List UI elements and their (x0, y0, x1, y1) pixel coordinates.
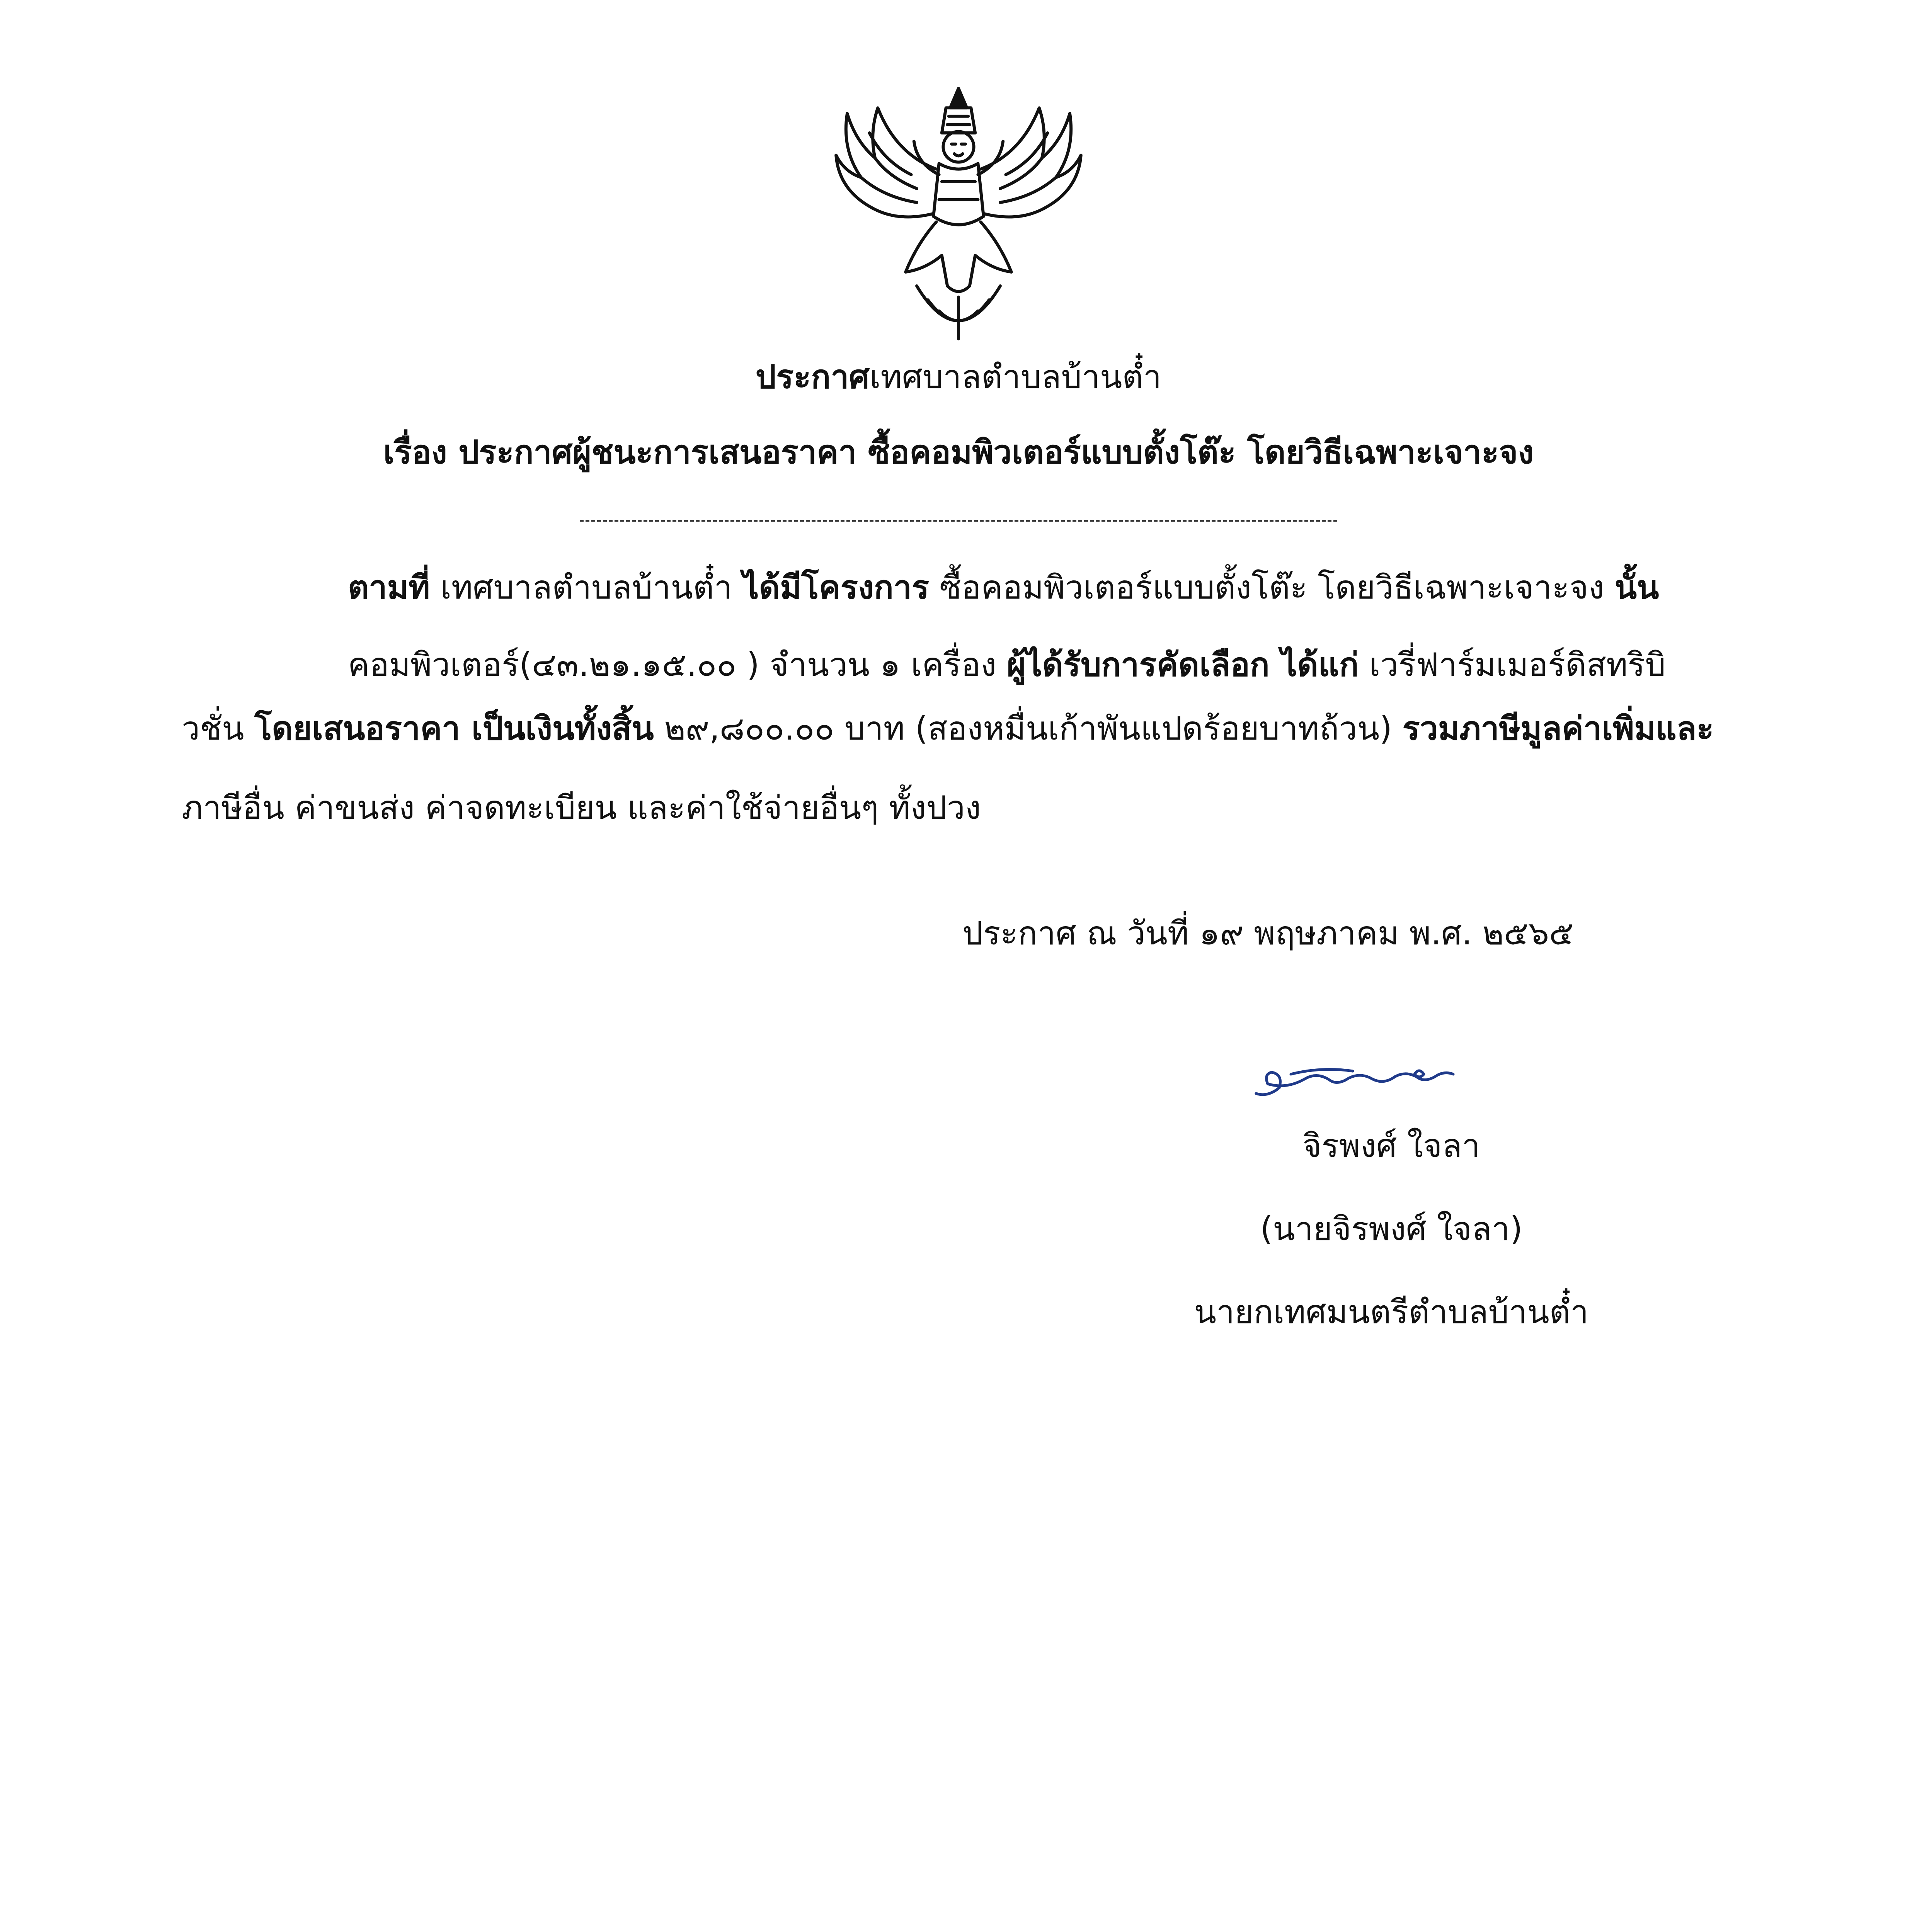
body-line-1-part-3: ได้มีโครงการ (742, 568, 930, 606)
body-line-3-part-3: ๒๙,๘๐๐.๐๐ บาท (สองหมื่นเก้าพันแปดร้อยบาทถ้วน) (664, 709, 1392, 747)
dashed-divider (580, 520, 1337, 522)
body-line-3-part-1: วชั่น (182, 709, 244, 747)
body-line-1-part-4: ซื้อคอมพิวเตอร์แบบตั้งโต๊ะ โดยวิธีเฉพาะเจาะจง (939, 568, 1604, 606)
body-line-2-part-2: ผู้ได้รับการคัดเลือก ได้แก่ (1006, 646, 1359, 684)
body-line-1 (348, 564, 1659, 611)
body-line-2 (348, 641, 1666, 688)
title-organization: เทศบาลตำบลบ้านต๋ำ (869, 358, 1162, 396)
body-line-1-part-2: เทศบาลตำบลบ้านต๋ำ (440, 568, 732, 606)
body-line-1-part-1: ตามที่ (348, 568, 430, 606)
signatory-full-name: (นายจิรพงศ์ ใจลา) (1260, 1210, 1523, 1248)
garuda-emblem-icon (819, 77, 1098, 355)
body-line-3-part-2: โดยเสนอราคา เป็นเงินทั้งสิ้น (254, 709, 654, 747)
subject-text: ซื้อคอมพิวเตอร์แบบตั้งโต๊ะ โดยวิธีเฉพาะเจาะจง (868, 433, 1534, 471)
announcement-subject (0, 429, 1917, 475)
handwritten-signature (1245, 1051, 1461, 1109)
body-line-2-part-1: คอมพิวเตอร์(๔๓.๒๑.๑๕.๐๐ ) จำนวน ๑ เครื่อง (348, 646, 997, 684)
body-line-2-part-3: เวรี่ฟาร์มเมอร์ดิสทริบิ (1369, 646, 1666, 684)
body-line-4: ภาษีอื่น ค่าขนส่ง ค่าจดทะเบียน และค่าใช้จ่ายอื่นๆ ทั้งปวง (182, 789, 981, 827)
body-line-1-part-5: นั้น (1614, 568, 1659, 606)
body-line-3 (182, 705, 1714, 752)
body-line-3-part-4: รวมภาษีมูลค่าเพิ่มและ (1402, 709, 1714, 747)
signatory-name: จิรพงศ์ ใจลา (1302, 1127, 1480, 1165)
title-prefix: ประกาศ (755, 358, 870, 396)
announcement-date: ประกาศ ณ วันที่ ๑๙ พฤษภาคม พ.ศ. ๒๕๖๕ (962, 914, 1574, 952)
signatory-position: นายกเทศมนตรีตำบลบ้านต๋ำ (1194, 1293, 1589, 1331)
subject-label: เรื่อง ประกาศผู้ชนะการเสนอราคา (383, 433, 857, 471)
announcement-title (0, 354, 1917, 400)
